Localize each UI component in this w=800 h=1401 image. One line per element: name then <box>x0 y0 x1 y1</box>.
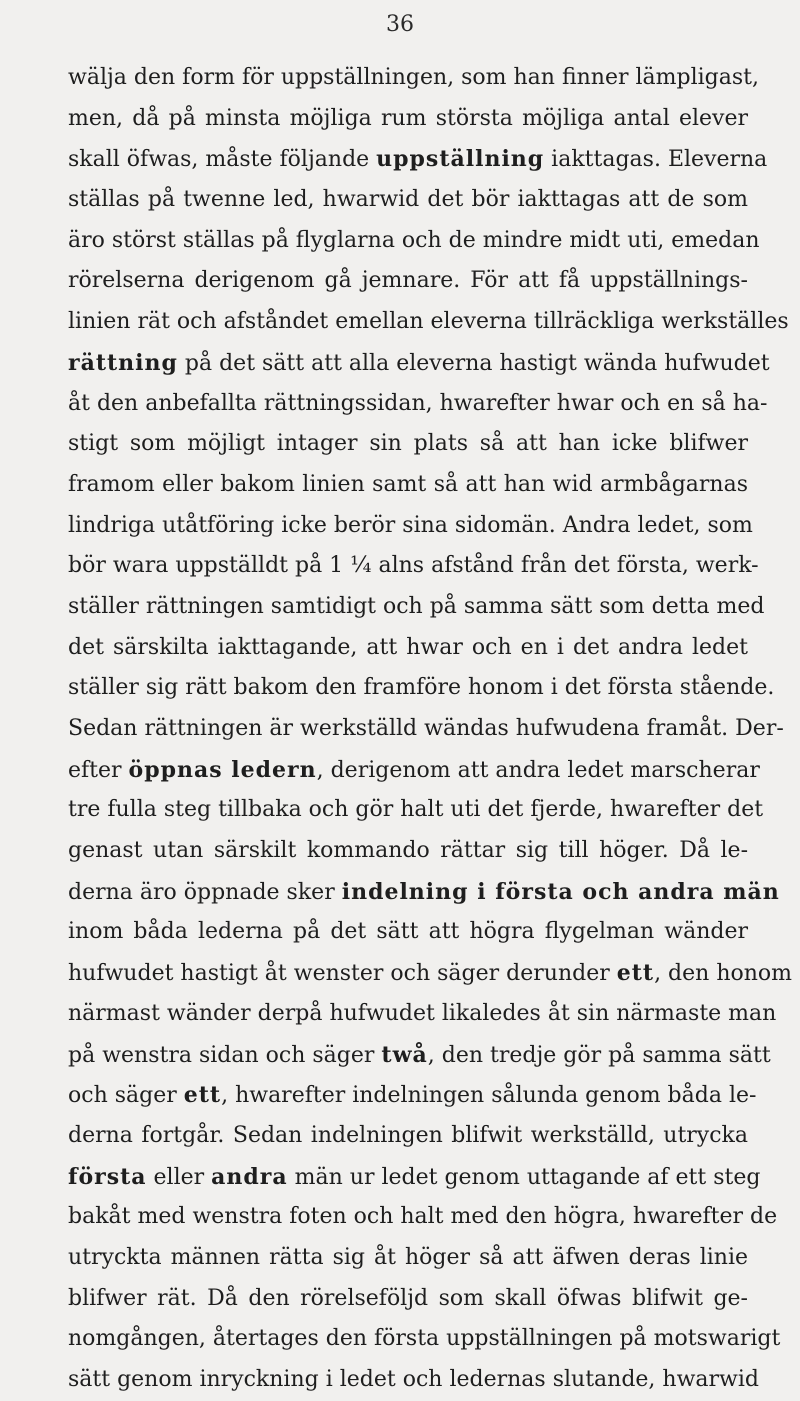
text-segment: bakåt med wenstra foten och halt med den högra, hwarefter de <box>68 1204 778 1230</box>
text-line <box>68 953 793 994</box>
text-line <box>68 343 770 384</box>
emphasized-text: rättning <box>68 349 178 376</box>
text-line <box>68 1116 748 1157</box>
text-segment: hufwudet hastigt åt wenster och säger derunder <box>68 961 617 987</box>
emphasized-text: ett <box>183 1082 222 1109</box>
text-segment: stigt som möjligt intager sin plats så att han icke blifwer <box>68 431 748 457</box>
text-line <box>68 221 760 262</box>
text-segment: och säger <box>68 1083 184 1109</box>
text-line <box>68 506 753 547</box>
emphasized-text: uppställning <box>376 146 545 173</box>
text-segment: ställer sig rätt bakom den framföre honom i det första stående. <box>68 675 775 701</box>
text-line <box>68 831 748 872</box>
emphasized-text: andra <box>211 1163 288 1190</box>
text-segment: , hwarefter indelningen sålunda genom båda le- <box>221 1083 757 1109</box>
text-segment: derna äro öppnade sker <box>68 879 342 905</box>
text-line <box>68 1360 759 1401</box>
text-segment: inom båda lederna på det sätt att högra flygelman wänder <box>68 919 748 945</box>
text-line <box>68 424 748 465</box>
text-segment: wälja den form för uppställningen, som han finner lämpligast, <box>68 65 759 90</box>
text-segment: , den honom <box>654 961 793 987</box>
text-segment: åt den anbefallta rättningssidan, hwarefter hwar och en så ha- <box>68 390 768 416</box>
text-line <box>68 628 748 669</box>
text-line <box>68 750 760 791</box>
text-segment: derna fortgår. Sedan indelningen blifwit werkställd, utrycka <box>68 1122 748 1148</box>
text-line <box>68 1157 761 1198</box>
text-segment: Sedan rättningen är werkställd wändas hufwudena framåt. Der- <box>68 716 784 741</box>
text-line <box>68 384 768 425</box>
text-segment: sätt genom inryckning i ledet och ledernas slutande, hwarwid <box>68 1367 759 1392</box>
text-segment: det särskilta iakttagande, att hwar och en i det andra ledet <box>68 634 748 660</box>
text-segment: efter <box>68 757 129 783</box>
text-line <box>68 139 768 180</box>
text-line <box>68 912 748 953</box>
text-line <box>68 1279 748 1320</box>
text-segment: linien rät och afståndet emellan eleverna tillräckliga werkställes <box>68 309 789 335</box>
text-segment: genast utan särskilt kommando rättar sig till höger. Då le- <box>68 838 748 864</box>
page-number: 36 <box>386 12 414 37</box>
text-line <box>68 1319 781 1360</box>
emphasized-text: ett <box>616 960 655 987</box>
text-segment: utryckta männen rätta sig åt höger så att äfwen deras linie <box>68 1244 748 1270</box>
text-line <box>68 668 775 709</box>
text-segment: ställas på twenne led, hwarwid det bör iakttagas att de som <box>68 187 748 213</box>
body-text <box>68 58 793 1401</box>
text-line <box>68 1238 748 1279</box>
text-segment: lindriga utåtföring icke berör sina sidomän. Andra ledet, som <box>68 512 753 538</box>
text-segment: på det sätt att alla eleverna hastigt wända hufwudet <box>177 350 770 376</box>
text-line <box>68 790 764 831</box>
text-segment: , den tredje gör på samma sätt <box>427 1042 771 1068</box>
text-segment: blifwer rät. Då den rörelseföljd som skall öfwas blifwit ge- <box>68 1285 748 1311</box>
text-line <box>68 465 748 506</box>
text-segment: iakttagas. Eleverna <box>544 147 768 173</box>
text-line <box>68 872 780 913</box>
emphasized-text: öppnas ledern <box>128 756 317 783</box>
text-segment: , derigenom att andra ledet marscherar <box>316 757 760 783</box>
text-segment: män ur ledet genom uttagande af ett steg <box>287 1164 761 1190</box>
text-line <box>68 58 759 99</box>
text-line <box>68 1035 771 1076</box>
emphasized-text: indelning i första och andra män <box>341 878 780 905</box>
text-line <box>68 709 784 750</box>
text-line <box>68 994 777 1035</box>
text-segment: närmast wänder derpå hufwudet likaledes åt sin närmaste man <box>68 1000 777 1026</box>
text-segment: eller <box>146 1164 212 1190</box>
emphasized-text: twå <box>381 1041 428 1068</box>
text-segment: tre fulla steg tillbaka och gör halt uti det fjerde, hwarefter det <box>68 797 764 823</box>
text-segment: på wenstra sidan och säger <box>68 1042 382 1068</box>
text-line <box>68 302 789 343</box>
text-segment: bör wara uppställdt på 1 ¼ alns afstånd från det första, werk- <box>68 553 759 579</box>
text-line <box>68 180 748 221</box>
text-line <box>68 1197 778 1238</box>
text-line <box>68 546 759 587</box>
text-segment: äro störst ställas på flyglarna och de mindre midt uti, emedan <box>68 227 760 253</box>
text-line <box>68 261 748 302</box>
text-segment: ställer rättningen samtidigt och på samma sätt som detta med <box>68 593 765 619</box>
text-segment: men, då på minsta möjliga rum största möjliga antal elever <box>68 105 748 131</box>
text-segment: rörelserna derigenom gå jemnare. För att få uppställnings- <box>68 268 748 294</box>
text-line <box>68 99 748 140</box>
text-line <box>68 587 765 628</box>
text-segment: framom eller bakom linien samt så att han wid armbågarnas <box>68 471 748 497</box>
text-segment: nomgången, återtages den första uppställningen på motswarigt <box>68 1326 781 1352</box>
emphasized-text: första <box>68 1163 147 1190</box>
text-line <box>68 1075 757 1116</box>
text-segment: skall öfwas, måste följande <box>68 147 377 173</box>
